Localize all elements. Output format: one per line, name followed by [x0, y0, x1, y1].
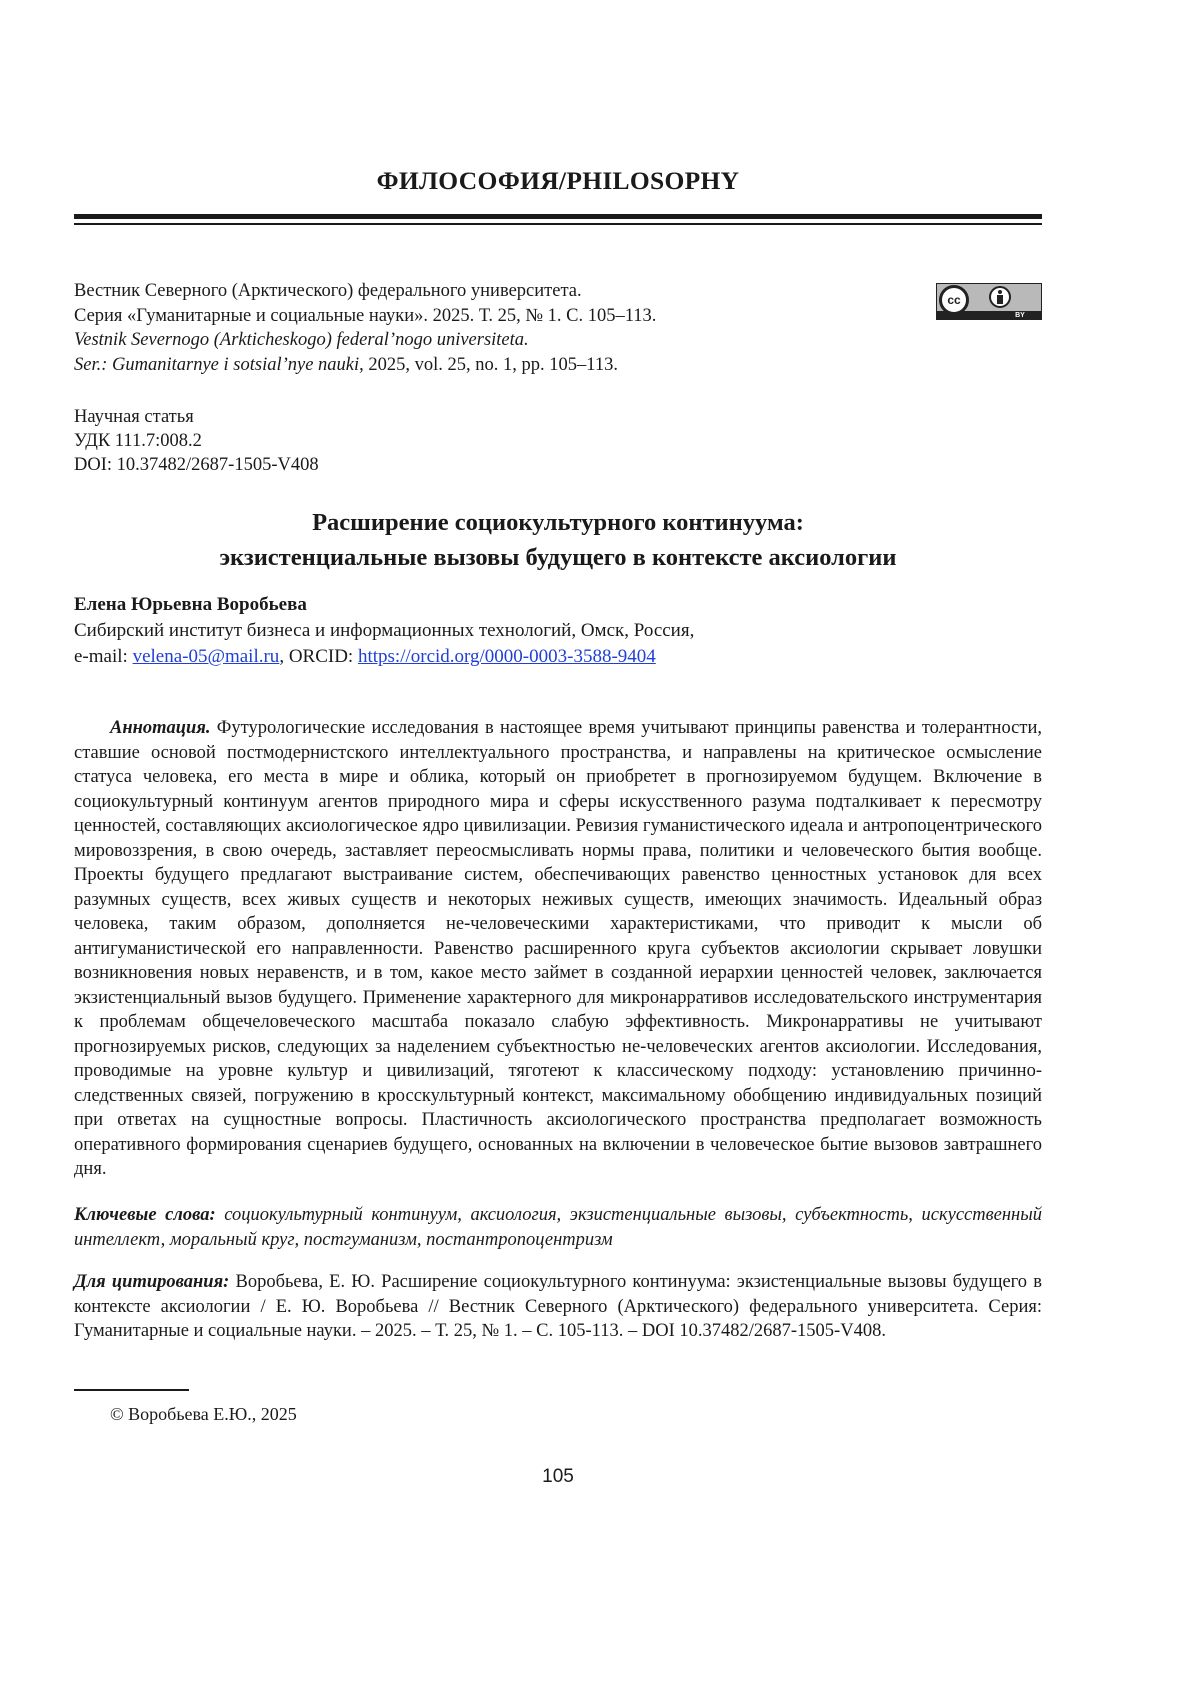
abstract-label: Аннотация.: [110, 718, 211, 738]
author-contacts: [74, 644, 694, 670]
udk-code: УДК 111.7:008.2: [74, 431, 202, 451]
article-title-line-1: Расширение социокультурного континуума:: [312, 509, 804, 536]
journal-line-ru-1: Вестник Северного (Арктического) федерального университета.: [74, 281, 582, 301]
abstract: [74, 716, 1042, 1182]
journal-line-en-1: Vestnik Severnogo (Arkticheskogo) federal’nogo universiteta.: [74, 330, 529, 350]
email-label: e-mail:: [74, 646, 133, 667]
author-name: Елена Юрьевна Воробьева: [74, 594, 307, 615]
journal-line-en-2: [74, 353, 656, 378]
article-title-line-2: экзистенциальные вызовы будущего в контексте аксиологии: [219, 544, 897, 571]
citation-text: Воробьева, Е. Ю. Расширение социокультурного континуума: экзистенциальные вызовы будущего в контексте аксиологии / Е. Ю. Воробьева // Вестник Северного (Арктического) федерального университета. Серия: Гуманитарные и социальные науки. – 2025. – Т. 25, № 1. – С. 105-113. – DOI 10.37482/2687-1505-V408.: [74, 1272, 1042, 1341]
author-affiliation: Сибирский институт бизнеса и информационных технологий, Омск, Россия,: [74, 620, 695, 641]
journal-series-rest: , 2025, vol. 25, no. 1, pp. 105–113.: [359, 354, 619, 375]
page-number: 105: [542, 1466, 574, 1487]
keywords-label: Ключевые слова:: [74, 1205, 216, 1225]
cc-by-icon[interactable]: [936, 283, 1042, 320]
keywords-text: социокультурный континуум, аксиология, экзистенциальные вызовы, субъектность, искусственный интеллект, моральный круг, постгуманизм, постантропоцентризм: [74, 1205, 1043, 1250]
journal-series-italic: Ser.: Gumanitarnye i sotsial’nye nauki: [74, 354, 360, 375]
abstract-text: Футурологические исследования в настоящее время учитывают принципы равенства и толерантности, ставшие основой постмодернистского интеллектуального пространства, и направлены на критическое осмысление статуса человека, его места в мире и облика, который он приобретет в прогнозируемом будущем. Включение в социокультурный континуум агентов природного мира и сферы искусственного разума подталкивает к пересмотру ценностей, составляющих аксиологическое ядро цивилизации. Ревизия гуманистического идеала и антропоцентрического мировоззрения, в свою очередь, заставляет переосмысливать нормы права, политики и человеческого бытия вообще. Проекты будущего предлагают выстраивание систем, обеспечивающих равенство ценностных установок для всех разумных существ, всех живых существ и некоторых неживых существ, имеющих значимость. Идеальный образ человека, таким образом, дополняется не-человеческими характеристиками, что приводит к мысли об антигуманистической его направленности. Равенство расширенного круга субъектов аксиологии скрывает ловушки возникновения новых неравенств, и в том, какое место займет в созданной иерархии ценностей человек, заключается экзистенциальный вызов будущего. Применение характерного для микронарративов исследовательского инструментария к проблемам общечеловеческого масштаба показало слабую эффективность. Микронарративы не учитывают прогнозируемых рисков, следующих за наделением субъектностью не-человеческих агентов аксиологии. Исследования, проводимые на уровне культур и цивилизаций, тяготеют к классическому подходу: установлению причинно-следственных связей, погружению в кросскультурный контекст, максимальному обобщению индивидуальных позиций при ответах на сущностные вопросы. Пластичность аксиологического пространства предполагает возможность оперативного формирования сценариев будущего, основанных на включении в человеческое бытие вызовов завтрашнего дня.: [74, 718, 1042, 1179]
article-meta: [74, 405, 319, 477]
journal-line-ru-2: Серия «Гуманитарные и социальные науки». 2025. Т. 25, № 1. С. 105–113.: [74, 305, 657, 326]
citation: [74, 1270, 1042, 1344]
author-block: [74, 592, 694, 670]
journal-reference: [74, 279, 656, 377]
doi: DOI: 10.37482/2687-1505-V408: [74, 455, 319, 475]
orcid-label: , ORCID:: [279, 646, 358, 667]
by-label: BY: [1015, 312, 1025, 319]
copyright-footnote: © Воробьева Е.Ю., 2025: [110, 1404, 297, 1424]
email-link[interactable]: velena-05@mail.ru: [132, 646, 280, 667]
header-rule-thick: [74, 214, 1042, 219]
article-type: Научная статья: [74, 407, 194, 427]
citation-label: Для цитирования:: [74, 1272, 230, 1292]
orcid-link[interactable]: https://orcid.org/0000-0003-3588-9404: [357, 646, 656, 667]
article-title: [74, 505, 1042, 575]
attribution-icon: [989, 286, 1011, 308]
footnote-rule: [74, 1389, 189, 1391]
cc-icon: cc: [939, 285, 969, 315]
keywords: [74, 1203, 1042, 1252]
header-rule-thin: [74, 223, 1042, 225]
section-title: ФИЛОСОФИЯ/PHILOSOPHY: [376, 166, 740, 195]
